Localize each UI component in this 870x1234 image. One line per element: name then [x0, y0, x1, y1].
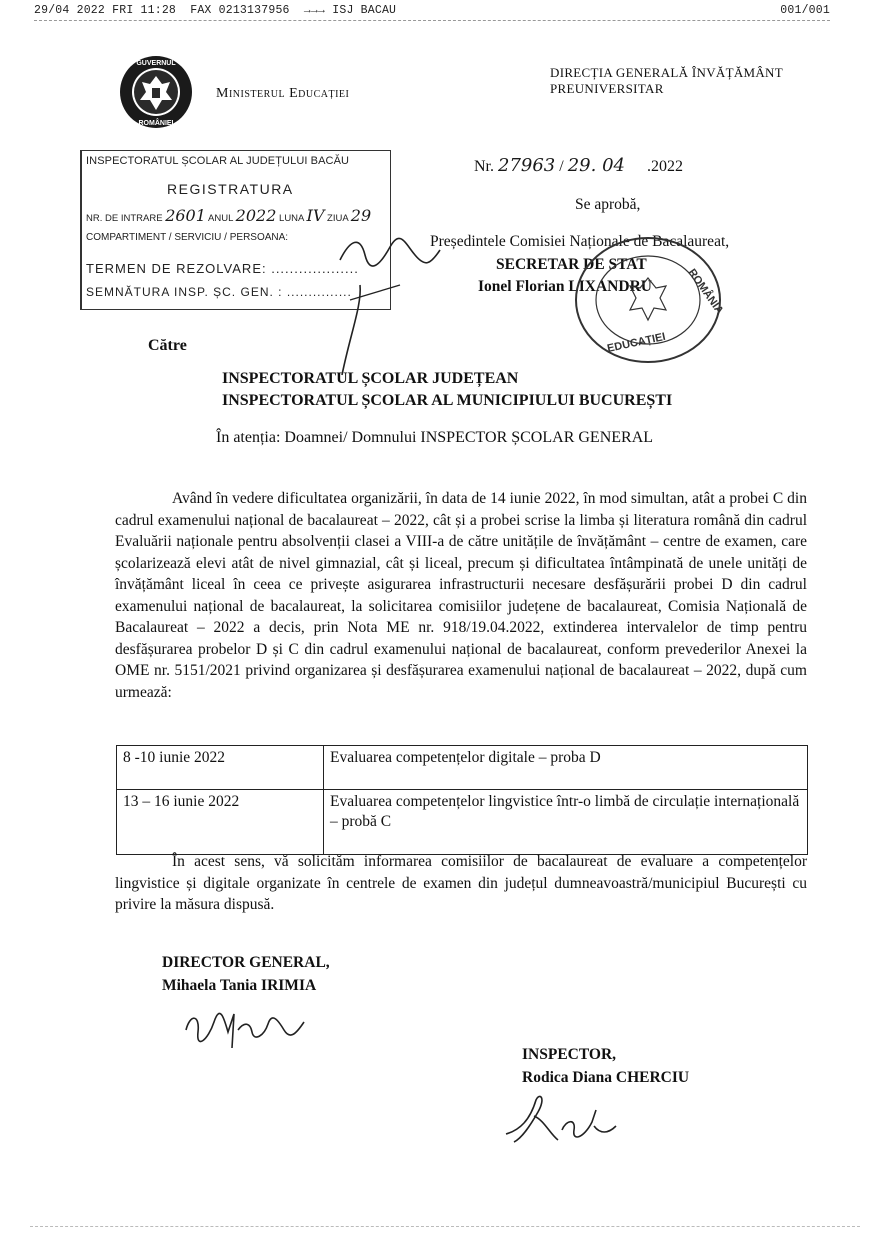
closing-paragraph: În acest sens, vă solicităm informarea comisiilor de bacalaureat de evaluare a competențelor lingvistice și digitale organizate în centrele de examen din județul dumneavoastră/municipiul București cu privire la măsura dispusă.	[115, 853, 807, 913]
stamp-luna-value: IV	[306, 206, 325, 225]
stamp-luna-label: LUNA	[279, 213, 304, 224]
stamp-registratura: REGISTRATURA	[167, 181, 294, 197]
svg-text:EDUCAȚIEI: EDUCAȚIEI	[606, 330, 667, 355]
directorate-line-1: DIRECȚIA GENERALĂ ÎNVĂȚĂMÂNT	[550, 65, 783, 80]
schedule-dates: 13 – 16 iunie 2022	[117, 790, 324, 855]
table-row	[117, 790, 808, 855]
stamp-anul-value: 2022	[235, 206, 277, 225]
director-signature-icon	[180, 1000, 320, 1052]
reference-number-value: 27963	[498, 155, 556, 176]
stamp-title: INSPECTORATUL ȘCOLAR AL JUDEȚULUI BACĂU	[86, 155, 350, 167]
table-row	[117, 746, 808, 790]
page-bottom-border	[30, 1226, 860, 1227]
attention-line: În atenția: Doamnei/ Domnului INSPECTOR ȘCOLAR GENERAL	[216, 429, 654, 446]
approval-secretary: SECRETAR DE STAT	[496, 256, 647, 273]
approval-role: Președintele Comisiei Naționale de Bacalaureat,	[430, 233, 730, 250]
body-paragraph: Având în vedere dificultatea organizării, în data de 14 iunie 2022, în mod simultan, atât a probei C din cadrul examenului național de bacalaureat – 2022, cât și a probei scrise la limba și literatura română din cadrul Evaluării naționale pentru absolvenții clasei a VIII-a de către unitățile de învățământ – centre de examen, care școlarizează elevi atât de nivel gimnazial, cât și liceal, precum și dificultatea întâmpinată de unele unități de învățământ liceal în ceea ce privește asigurarea infrastructurii necesare desfășurării probei D din cadrul examenului național de bacalaureat, la solicitarea comisiilor județene de bacalaureat, Comisia Națională de Bacalaureat – 2022 a decis, prin Nota ME nr. 918/19.04.2022, extinderea intervalelor de timp pentru desfășurarea probelor D și C din cadrul examenului național de bacalaureat, conform prevederilor Anexei la OME nr. 5151/2021 privind organizarea și desfășurarea examenului național de bacalaureat – 2022, după cum urmează:	[115, 490, 807, 701]
schedule-description: Evaluarea competențelor lingvistice într-o limbă de circulație internațională – probă C	[324, 790, 808, 855]
reference-prefix: Nr.	[474, 158, 494, 175]
stamp-anul-label: ANUL	[208, 213, 234, 224]
stamp-termen: TERMEN DE REZOLVARE: ...................	[86, 261, 359, 276]
inspector-name: Rodica Diana CHERCIU	[522, 1069, 690, 1086]
directorate-line-2: PREUNIVERSITAR	[550, 81, 664, 96]
schedule-table	[116, 745, 808, 855]
stamp-compartiment: COMPARTIMENT / SERVICIU / PERSOANA:	[86, 232, 289, 243]
stamp-nr-label: NR. DE INTRARE	[86, 213, 163, 224]
reference-date: 29. 04	[567, 155, 625, 176]
svg-text:GUVERNUL: GUVERNUL	[136, 60, 176, 67]
stamp-nr-value: 2601	[165, 206, 206, 225]
reference-year: .2022	[646, 158, 683, 175]
approval-heading: Se aprobă,	[575, 196, 641, 213]
schedule-dates: 8 -10 iunie 2022	[117, 746, 324, 790]
ministry-seal-icon	[568, 232, 728, 367]
directorate	[550, 65, 783, 97]
stamp-entry-row	[86, 206, 371, 225]
inspector-signature-icon	[500, 1090, 620, 1150]
stamp-semnatura: SEMNĂTURA INSP. ȘC. GEN. : ...............	[86, 285, 352, 299]
reference-number: Nr. 27963 / 29. 04 .2022	[474, 155, 683, 176]
fax-header-left: 29/04 2022 FRI 11:28 FAX 0213137956 →→→ ISJ BACAU	[34, 4, 397, 17]
stamp-ziua-value: 29	[350, 206, 372, 225]
addressee-line-1: INSPECTORATUL ȘCOLAR JUDEȚEAN	[222, 370, 519, 387]
ministry-name: Ministerul Educației	[216, 86, 350, 101]
svg-text:ROMÂNIEI: ROMÂNIEI	[138, 120, 174, 127]
approval-name: Ionel Florian LIXANDRU	[478, 278, 652, 295]
svg-text:ROMÂNIA: ROMÂNIA	[685, 266, 726, 317]
catre-label: Către	[148, 337, 187, 354]
schedule-description: Evaluarea competențelor digitale – proba D	[324, 746, 808, 790]
director-title: DIRECTOR GENERAL,	[162, 954, 330, 971]
government-emblem-icon	[118, 54, 194, 130]
fax-header-right: 001/001	[780, 4, 830, 17]
inspector-title: INSPECTOR,	[522, 1046, 617, 1063]
addressee-line-2: INSPECTORATUL ȘCOLAR AL MUNICIPIULUI BUCUREȘTI	[222, 392, 673, 409]
stamp-ziua-label: ZIUA	[327, 213, 349, 224]
director-name: Mihaela Tania IRIMIA	[162, 977, 317, 994]
fax-header	[34, 4, 830, 21]
